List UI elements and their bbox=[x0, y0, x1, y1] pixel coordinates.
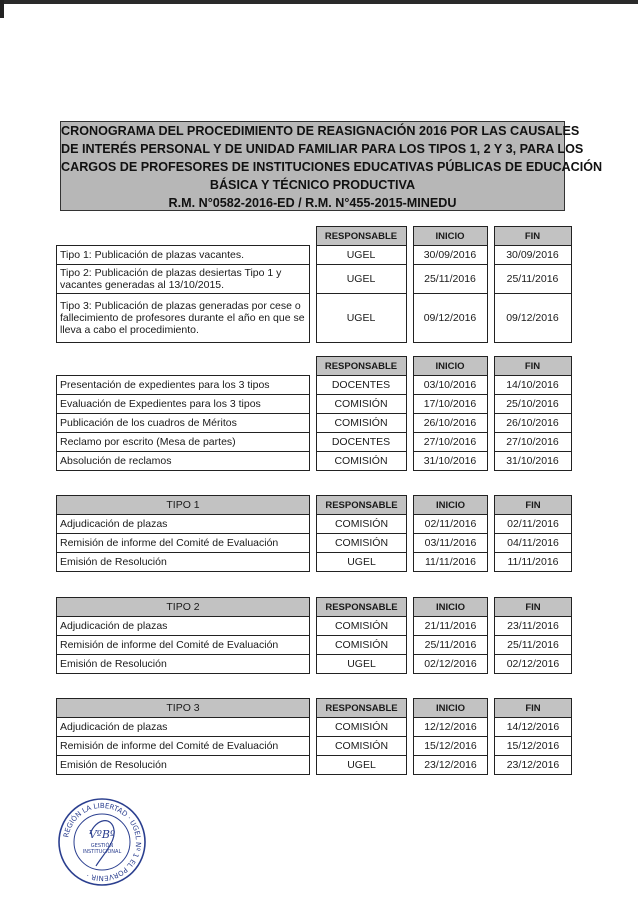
inicio-cell: 30/09/2016 bbox=[413, 246, 487, 265]
table-row bbox=[57, 655, 572, 674]
fin-cell: 02/12/2016 bbox=[495, 655, 572, 674]
header-responsable: RESPONSABLE bbox=[317, 699, 407, 718]
header-fin: FIN bbox=[495, 496, 572, 515]
inicio-cell: 03/10/2016 bbox=[413, 376, 487, 395]
inicio-cell: 03/11/2016 bbox=[414, 534, 488, 553]
fin-cell: 15/12/2016 bbox=[495, 737, 572, 756]
responsable-cell: COMISIÓN bbox=[317, 636, 407, 655]
activity-cell: Remisión de informe del Comité de Evaluación bbox=[57, 636, 310, 655]
responsable-cell: DOCENTES bbox=[316, 376, 406, 395]
table-row bbox=[57, 414, 572, 433]
fin-cell: 25/11/2016 bbox=[494, 265, 571, 294]
title-line-5: R.M. N°0582-2016-ED / R.M. N°455-2015-MINEDU bbox=[168, 196, 457, 210]
activity-cell: Absolución de reclamos bbox=[57, 452, 310, 471]
responsable-cell: DOCENTES bbox=[316, 433, 406, 452]
responsable-cell: COMISIÓN bbox=[317, 737, 407, 756]
table-row bbox=[57, 452, 572, 471]
table-row bbox=[57, 515, 572, 534]
svg-text:REGIÓN LA LIBERTAD · UGEL Nº 1: REGIÓN LA LIBERTAD · UGEL Nº 1 EL PORVENIR · bbox=[62, 801, 143, 883]
fin-cell: 27/10/2016 bbox=[494, 433, 571, 452]
inicio-cell: 23/12/2016 bbox=[414, 756, 488, 775]
fin-cell: 30/09/2016 bbox=[494, 246, 571, 265]
fin-cell: 14/12/2016 bbox=[495, 718, 572, 737]
top-border-line bbox=[0, 0, 638, 4]
activity-cell: Tipo 1: Publicación de plazas vacantes. bbox=[57, 246, 310, 265]
schedule-table-tipo-1 bbox=[56, 495, 572, 572]
title-line-4: BÁSICA Y TÉCNICO PRODUCTIVA bbox=[209, 178, 416, 192]
fin-cell: 02/11/2016 bbox=[495, 515, 572, 534]
activity-cell: Adjudicación de plazas bbox=[57, 718, 310, 737]
activity-cell: Reclamo por escrito (Mesa de partes) bbox=[57, 433, 310, 452]
schedule-table-publicaciones bbox=[56, 226, 572, 343]
fin-cell: 26/10/2016 bbox=[494, 414, 571, 433]
responsable-cell: COMISIÓN bbox=[316, 452, 406, 471]
title-line-3: CARGOS DE PROFESORES DE INSTITUCIONES EDUCATIVAS PÚBLICAS DE EDUCACIÓN bbox=[61, 160, 603, 174]
header-responsable: RESPONSABLE bbox=[317, 496, 407, 515]
table-row bbox=[57, 553, 572, 572]
schedule-table-expedientes bbox=[56, 356, 572, 471]
inicio-cell: 02/12/2016 bbox=[414, 655, 488, 674]
responsable-cell: COMISIÓN bbox=[317, 515, 407, 534]
header-responsable: RESPONSABLE bbox=[317, 598, 407, 617]
activity-cell: Emisión de Resolución bbox=[57, 756, 310, 775]
header-fin: FIN bbox=[495, 699, 572, 718]
responsable-cell: UGEL bbox=[317, 756, 407, 775]
table-row bbox=[57, 294, 572, 343]
activity-cell: Emisión de Resolución bbox=[57, 553, 310, 572]
activity-cell: Emisión de Resolución bbox=[57, 655, 310, 674]
table-title: TIPO 2 bbox=[57, 598, 310, 617]
inicio-cell: 15/12/2016 bbox=[414, 737, 488, 756]
activity-cell: Tipo 3: Publicación de plazas generadas por cese o fallecimiento de profesores durante el año en que se lleva a cabo el procedimiento. bbox=[57, 294, 310, 343]
inicio-cell: 21/11/2016 bbox=[414, 617, 488, 636]
inicio-cell: 27/10/2016 bbox=[413, 433, 487, 452]
header-responsable: RESPONSABLE bbox=[316, 227, 406, 246]
activity-cell: Remisión de informe del Comité de Evaluación bbox=[57, 534, 310, 553]
inicio-cell: 02/11/2016 bbox=[414, 515, 488, 534]
activity-cell: Evaluación de Expedientes para los 3 tipos bbox=[57, 395, 310, 414]
activity-cell: Adjudicación de plazas bbox=[57, 617, 310, 636]
responsable-cell: UGEL bbox=[316, 294, 406, 343]
header-inicio: INICIO bbox=[414, 496, 488, 515]
fin-cell: 04/11/2016 bbox=[495, 534, 572, 553]
fin-cell: 11/11/2016 bbox=[495, 553, 572, 572]
table-title: TIPO 1 bbox=[57, 496, 310, 515]
header-fin: FIN bbox=[494, 357, 571, 376]
inicio-cell: 26/10/2016 bbox=[413, 414, 487, 433]
fin-cell: 31/10/2016 bbox=[494, 452, 571, 471]
activity-cell: Remisión de informe del Comité de Evaluación bbox=[57, 737, 310, 756]
schedule-table-tipo-3 bbox=[56, 698, 572, 775]
activity-cell: Tipo 2: Publicación de plazas desiertas Tipo 1 y vacantes generadas al 13/10/2015. bbox=[57, 265, 310, 294]
table-row bbox=[57, 376, 572, 395]
header-inicio: INICIO bbox=[413, 357, 487, 376]
responsable-cell: UGEL bbox=[316, 265, 406, 294]
svg-text:INSTITUCIONAL: INSTITUCIONAL bbox=[82, 849, 122, 855]
document-title-box bbox=[60, 121, 603, 211]
fin-cell: 09/12/2016 bbox=[494, 294, 571, 343]
title-line-2: DE INTERÉS PERSONAL Y DE UNIDAD FAMILIAR PARA LOS TIPOS 1, 2 Y 3, PARA LOS bbox=[61, 142, 584, 156]
table-row bbox=[57, 718, 572, 737]
fin-cell: 23/12/2016 bbox=[495, 756, 572, 775]
activity-cell: Adjudicación de plazas bbox=[57, 515, 310, 534]
inicio-cell: 31/10/2016 bbox=[413, 452, 487, 471]
fin-cell: 25/10/2016 bbox=[494, 395, 571, 414]
table-row bbox=[57, 756, 572, 775]
table-row bbox=[57, 395, 572, 414]
fin-cell: 14/10/2016 bbox=[494, 376, 571, 395]
table-title: TIPO 3 bbox=[57, 699, 310, 718]
responsable-cell: UGEL bbox=[317, 553, 407, 572]
responsable-cell: COMISIÓN bbox=[317, 718, 407, 737]
activity-cell: Publicación de los cuadros de Méritos bbox=[57, 414, 310, 433]
inicio-cell: 25/11/2016 bbox=[413, 265, 487, 294]
table-row bbox=[57, 737, 572, 756]
inicio-cell: 11/11/2016 bbox=[414, 553, 488, 572]
responsable-cell: COMISIÓN bbox=[317, 534, 407, 553]
responsable-cell: COMISIÓN bbox=[316, 414, 406, 433]
inicio-cell: 12/12/2016 bbox=[414, 718, 488, 737]
left-scan-mark bbox=[0, 0, 4, 18]
table-row bbox=[57, 617, 572, 636]
responsable-cell: UGEL bbox=[316, 246, 406, 265]
table-row bbox=[57, 636, 572, 655]
responsable-cell: COMISIÓN bbox=[316, 395, 406, 414]
header-inicio: INICIO bbox=[414, 598, 488, 617]
header-fin: FIN bbox=[495, 598, 572, 617]
table-row bbox=[57, 265, 572, 294]
inicio-cell: 17/10/2016 bbox=[413, 395, 487, 414]
svg-text:VºBº: VºBº bbox=[88, 828, 116, 841]
schedule-table-tipo-2 bbox=[56, 597, 572, 674]
activity-cell: Presentación de expedientes para los 3 tipos bbox=[57, 376, 310, 395]
title-line-1: CRONOGRAMA DEL PROCEDIMIENTO DE REASIGNACIÓN 2016 POR LAS CAUSALES bbox=[61, 124, 580, 138]
responsable-cell: UGEL bbox=[317, 655, 407, 674]
official-seal bbox=[56, 796, 148, 888]
fin-cell: 25/11/2016 bbox=[495, 636, 572, 655]
inicio-cell: 25/11/2016 bbox=[414, 636, 488, 655]
header-inicio: INICIO bbox=[414, 699, 488, 718]
fin-cell: 23/11/2016 bbox=[495, 617, 572, 636]
responsable-cell: COMISIÓN bbox=[317, 617, 407, 636]
table-row bbox=[57, 433, 572, 452]
table-row bbox=[57, 246, 572, 265]
header-fin: FIN bbox=[494, 227, 571, 246]
table-row bbox=[57, 534, 572, 553]
header-inicio: INICIO bbox=[413, 227, 487, 246]
svg-text:GESTIÓN: GESTIÓN bbox=[90, 843, 114, 849]
inicio-cell: 09/12/2016 bbox=[413, 294, 487, 343]
header-responsable: RESPONSABLE bbox=[316, 357, 406, 376]
